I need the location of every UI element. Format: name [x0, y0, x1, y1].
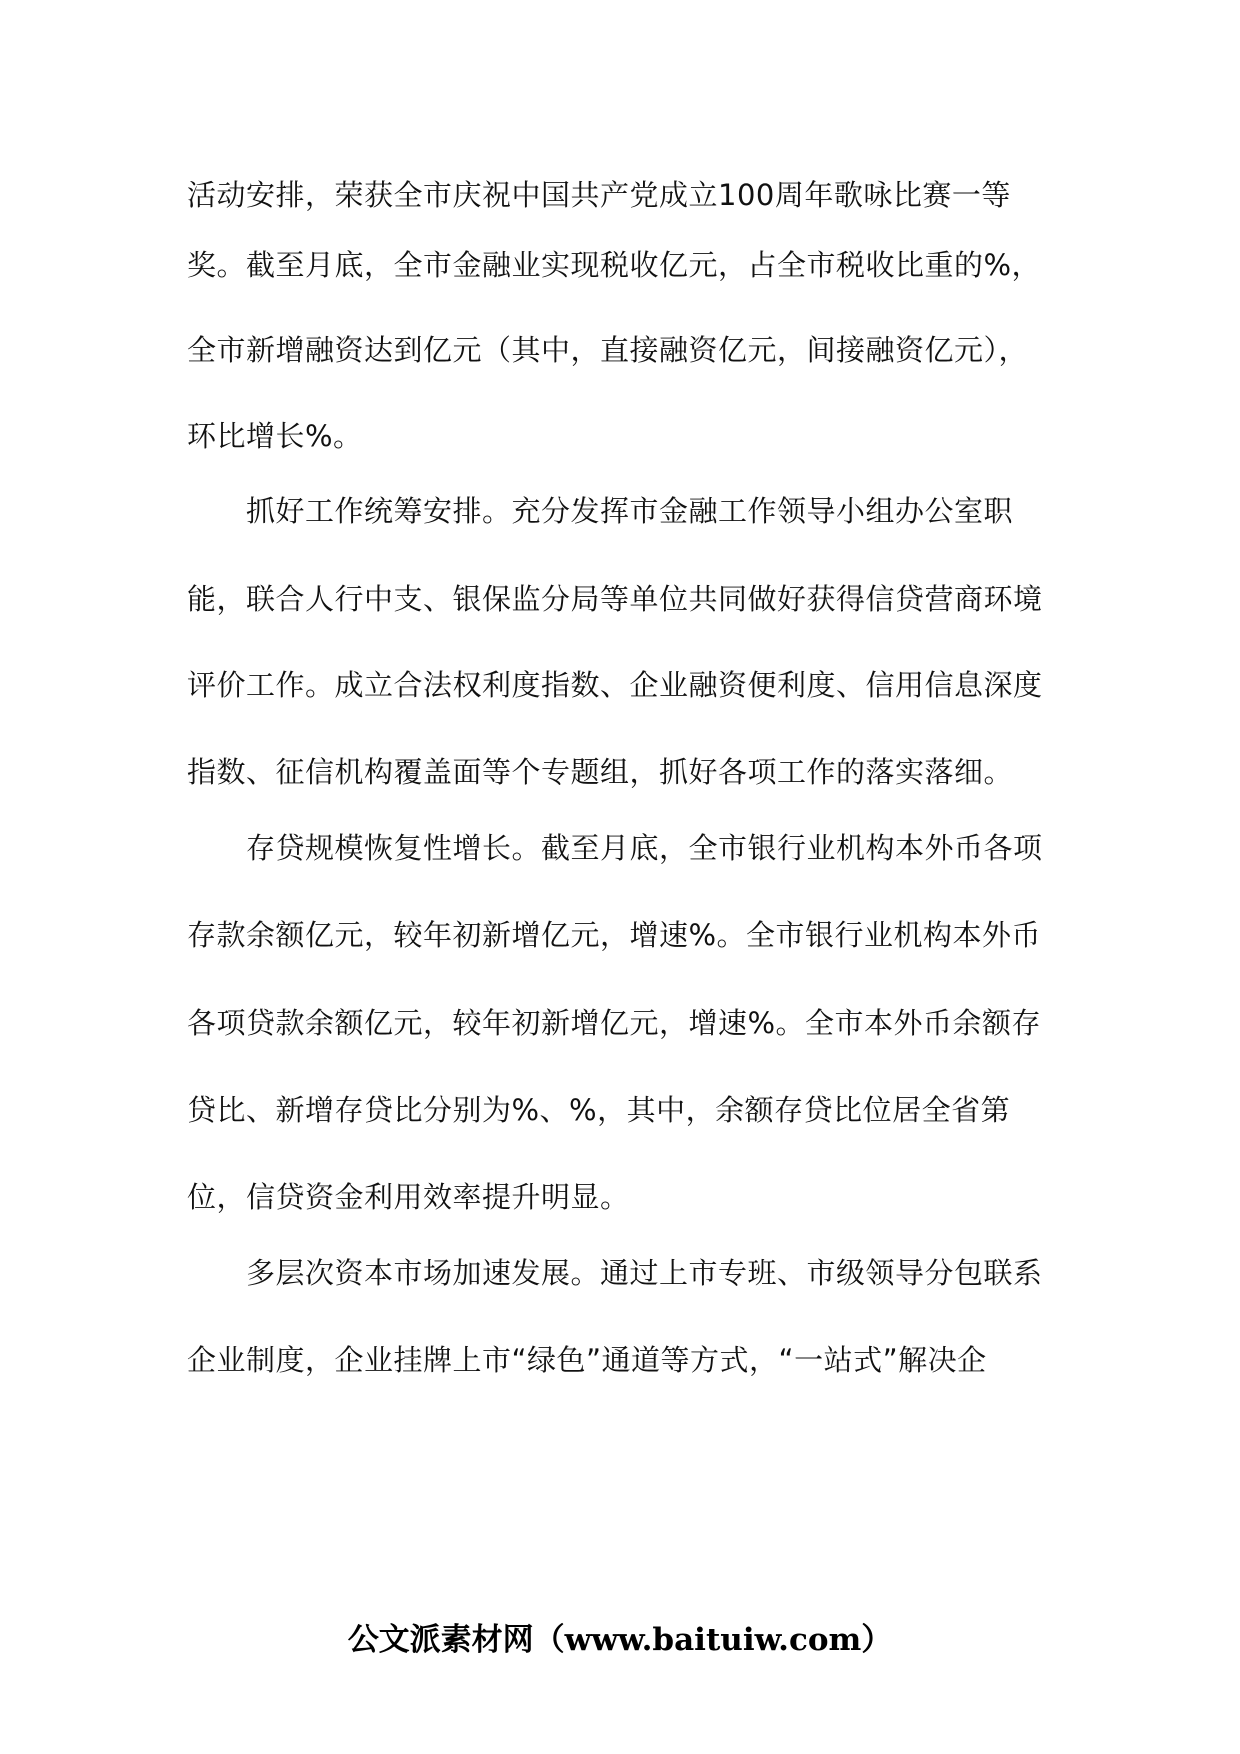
text-line: 存款余额亿元，较年初新增亿元，增速%。全市银行业机构本外币	[187, 918, 1042, 952]
footer-watermark-text: 公文派素材网（www.baituiw.com）	[347, 1622, 893, 1658]
text-line: 全市新增融资达到亿元（其中，直接融资亿元，间接融资亿元），	[187, 333, 1029, 367]
text-line: 贷比、新增存贷比分别为%、%，其中，余额存贷比位居全省第	[187, 1093, 1011, 1127]
text-line: 指数、征信机构覆盖面等个专题组，抓好各项工作的落实落细。	[187, 755, 1014, 789]
text-line: 环比增长%。	[187, 419, 363, 453]
text-line: 位，信贷资金利用效率提升明显。	[187, 1180, 630, 1214]
text-line: 奖。截至月底，全市金融业实现税收亿元，占全市税收比重的%，	[187, 248, 1042, 282]
text-line: 活动安排，荣获全市庆祝中国共产党成立100周年歌咏比赛一等	[187, 178, 1011, 212]
text-line: 各项贷款余额亿元，较年初新增亿元，增速%。全市本外币余额存	[187, 1006, 1042, 1040]
paragraph-first-line: 多层次资本市场加速发展。通过上市专班、市级领导分包联系	[246, 1256, 1043, 1290]
text-line: 能，联合人行中支、银保监分局等单位共同做好获得信贷营商环境	[187, 582, 1043, 616]
paragraph-first-line: 存贷规模恢复性增长。截至月底，全市银行业机构本外币各项	[246, 831, 1043, 865]
paragraph-first-line: 抓好工作统筹安排。充分发挥市金融工作领导小组办公室职	[246, 494, 1014, 528]
text-line: 企业制度，企业挂牌上市“绿色”通道等方式，“一站式”解决企	[187, 1343, 987, 1377]
text-line: 评价工作。成立合法权利度指数、企业融资便利度、信用信息深度	[187, 668, 1043, 702]
